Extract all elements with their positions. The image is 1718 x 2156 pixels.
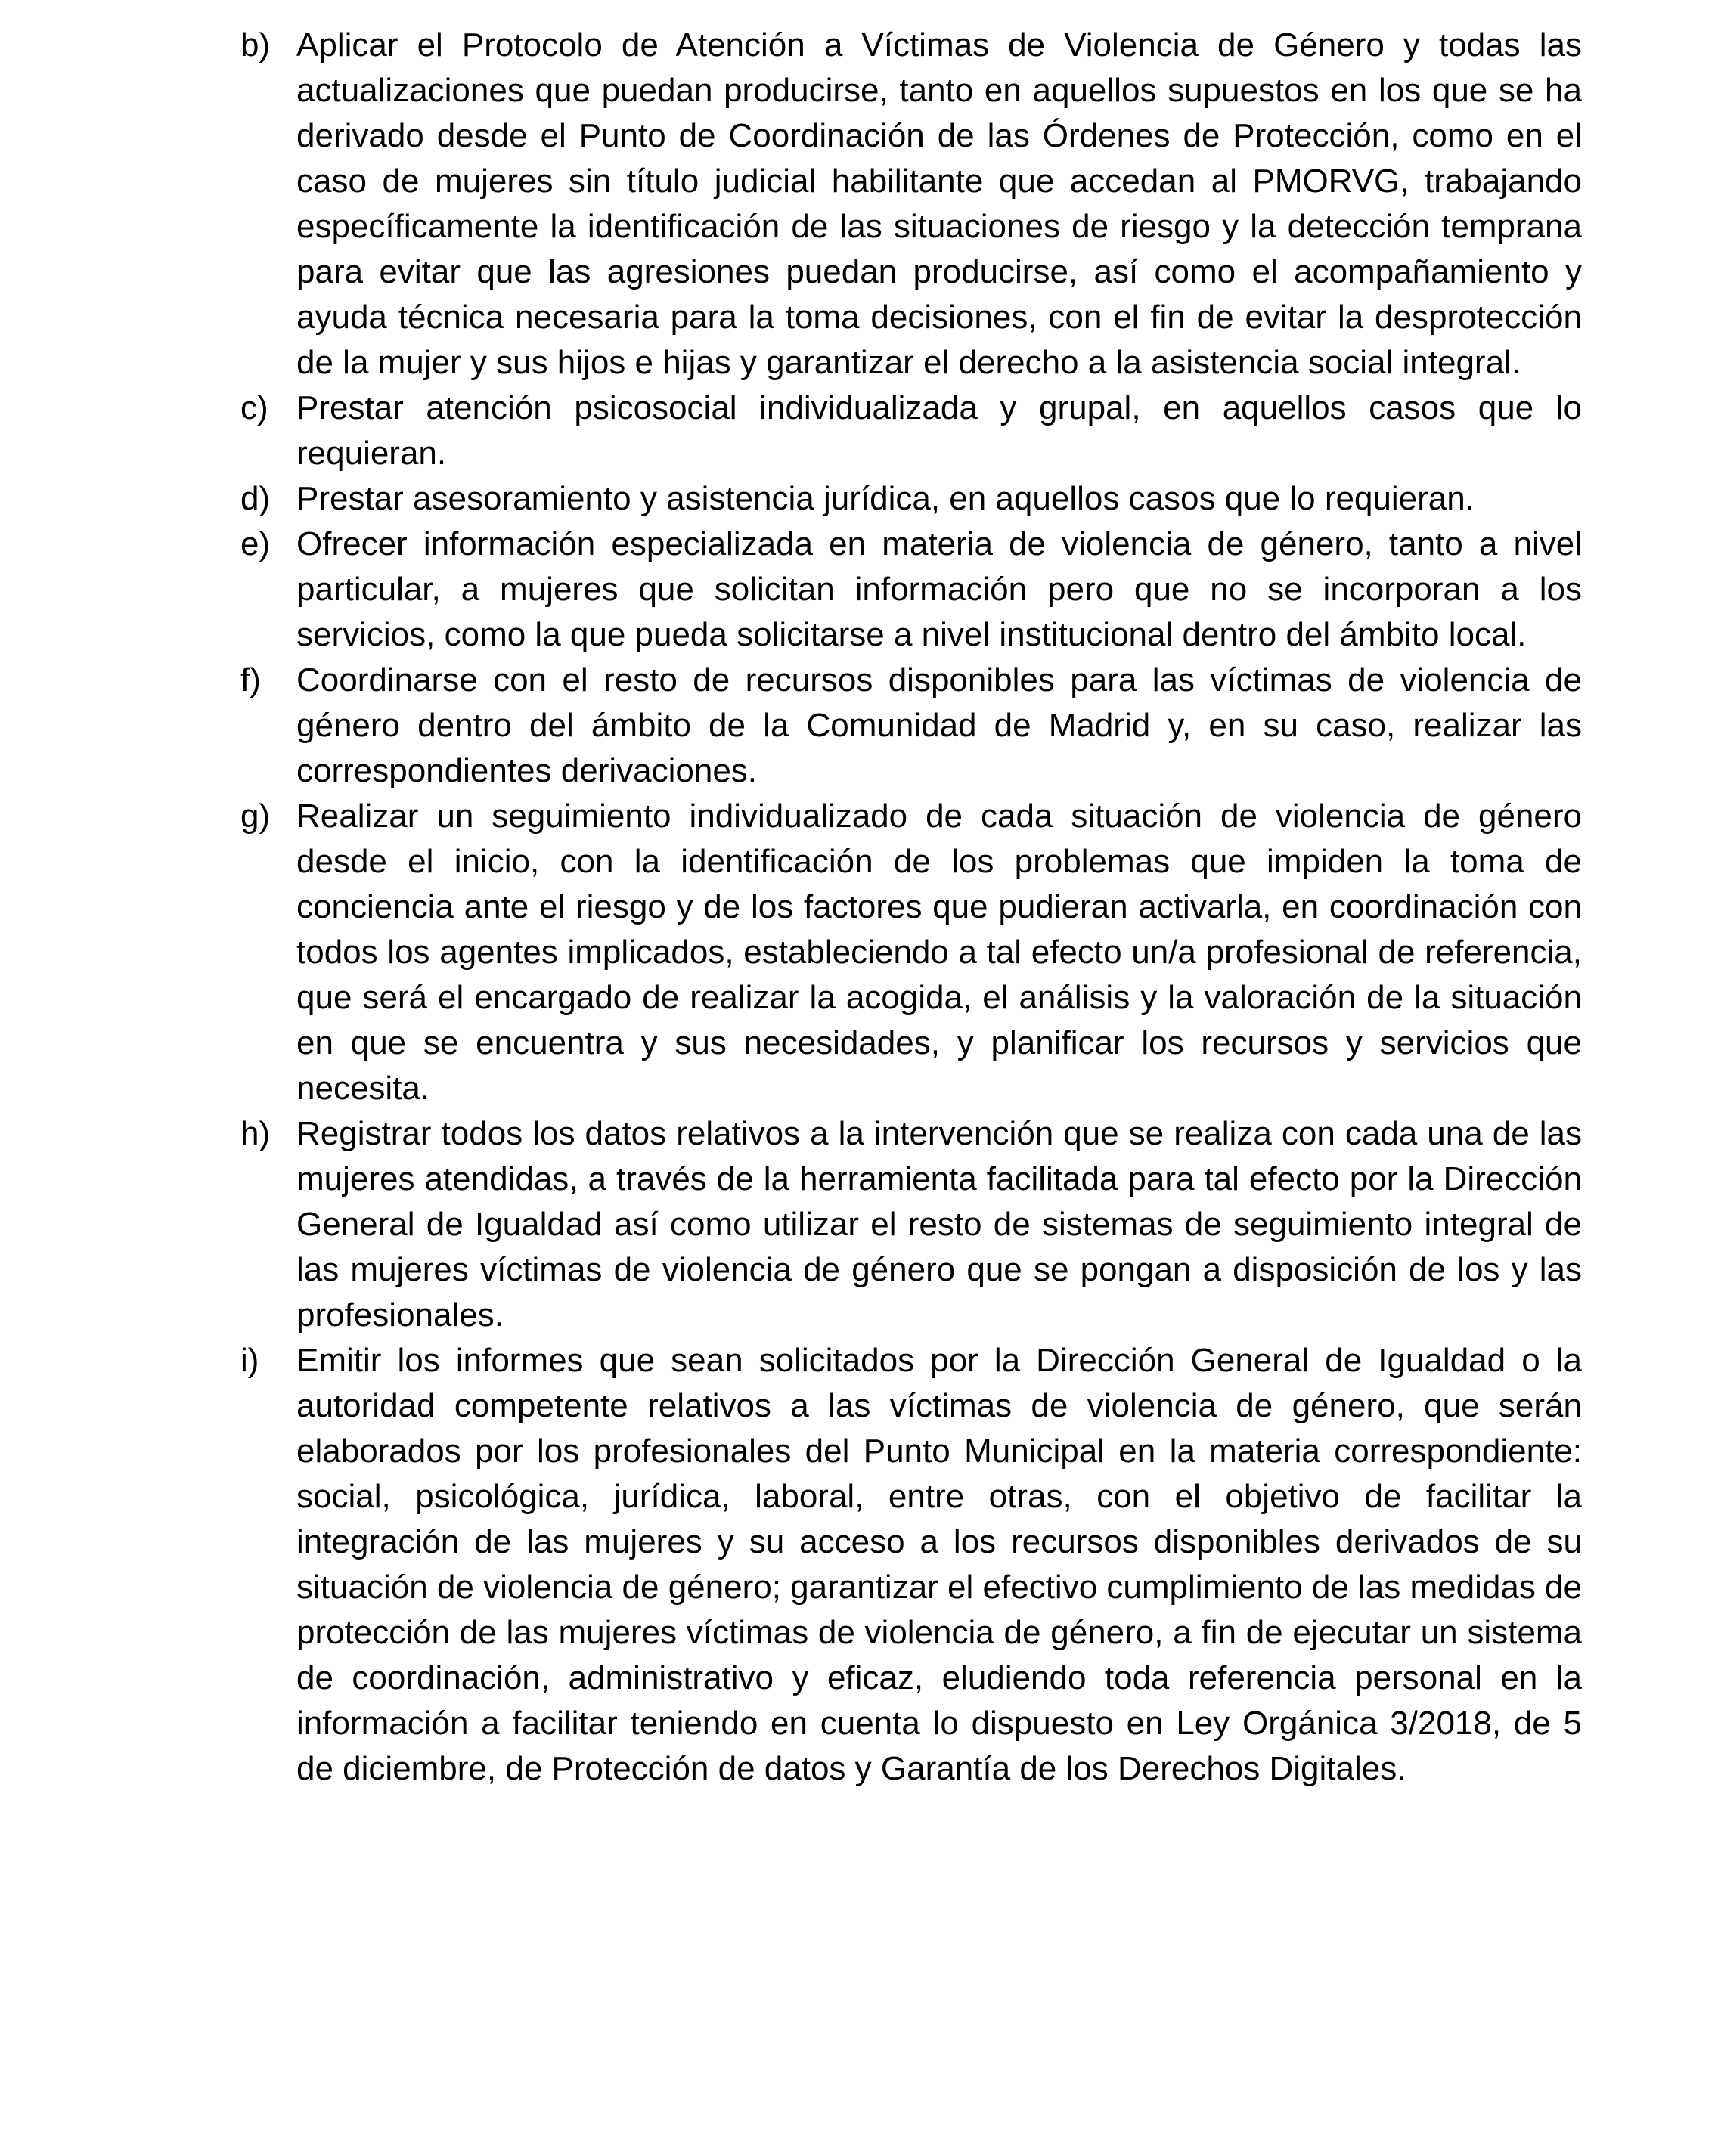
list-item-f (240, 658, 1582, 794)
list-item-marker: i) (240, 1342, 259, 1379)
list-item-e (240, 522, 1582, 658)
list-item-marker: c) (240, 389, 268, 426)
list-item-b (240, 23, 1582, 386)
list-item-d (240, 476, 1582, 522)
list-item-marker: f) (240, 661, 261, 699)
list-item-marker: e) (240, 525, 271, 562)
list-item-h (240, 1111, 1582, 1338)
list-item-marker: d) (240, 480, 271, 517)
list-item-marker: h) (240, 1115, 271, 1152)
list-item-text: Prestar asesoramiento y asistencia jurídica, en aquellos casos que lo requieran. (296, 480, 1475, 517)
list-item-text: Ofrecer información especializada en materia de violencia de género, tanto a nivel particular, a mujeres que solicitan información pero que no se incorporan a los servicios, como la que pueda solicitarse a nivel institucional dentro del ámbito local. (296, 525, 1582, 653)
list-item-marker: g) (240, 798, 271, 835)
list-item-marker: b) (240, 26, 271, 64)
list-item-i (240, 1338, 1582, 1792)
list-item-text: Prestar atención psicosocial individualizada y grupal, en aquellos casos que lo requieran. (296, 389, 1582, 472)
list-item-text: Registrar todos los datos relativos a la intervención que se realiza con cada una de las mujeres atendidas, a través de la herramienta facilitada para tal efecto por la Dirección General de Igualdad así como utilizar el resto de sistemas de seguimiento integral de las mujeres víctimas de violencia de género que se pongan a disposición de los y las profesionales. (296, 1115, 1582, 1334)
list-item-text: Aplicar el Protocolo de Atención a Víctimas de Violencia de Género y todas las actualizaciones que puedan producirse, tanto en aquellos supuestos en los que se ha derivado desde el Punto de Coordinación de las Órdenes de Protección, como en el caso de mujeres sin título judicial habilitante que accedan al PMORVG, trabajando específicamente la identificación de las situaciones de riesgo y la detección temprana para evitar que las agresiones puedan producirse, así como el acompañamiento y ayuda técnica necesaria para la toma decisiones, con el fin de evitar la desprotección de la mujer y sus hijos e hijas y garantizar el derecho a la asistencia social integral. (296, 26, 1582, 381)
list-item-g (240, 794, 1582, 1111)
lettered-list (240, 23, 1582, 1792)
list-item-text: Emitir los informes que sean solicitados por la Dirección General de Igualdad o la autoridad competente relativos a las víctimas de violencia de género, que serán elaborados por los profesionales del Punto Municipal en la materia correspondiente: social, psicológica, jurídica, laboral, entre otras, con el objetivo de facilitar la integración de las mujeres y su acceso a los recursos disponibles derivados de su situación de violencia de género; garantizar el efectivo cumplimiento de las medidas de protección de las mujeres víctimas de violencia de género, a fin de ejecutar un sistema de coordinación, administrativo y eficaz, eludiendo toda referencia personal en la información a facilitar teniendo en cuenta lo dispuesto en Ley Orgánica 3/2018, de 5 de diciembre, de Protección de datos y Garantía de los Derechos Digitales. (296, 1342, 1582, 1787)
list-item-text: Coordinarse con el resto de recursos disponibles para las víctimas de violencia de género dentro del ámbito de la Comunidad de Madrid y, en su caso, realizar las correspondientes derivaciones. (296, 661, 1582, 789)
list-item-text: Realizar un seguimiento individualizado de cada situación de violencia de género desde el inicio, con la identificación de los problemas que impiden la toma de conciencia ante el riesgo y de los factores que pudieran activarla, en coordinación con todos los agentes implicados, estableciendo a tal efecto un/a profesional de referencia, que será el encargado de realizar la acogida, el análisis y la valoración de la situación en que se encuentra y sus necesidades, y planificar los recursos y servicios que necesita. (296, 798, 1582, 1107)
list-item-c (240, 386, 1582, 476)
